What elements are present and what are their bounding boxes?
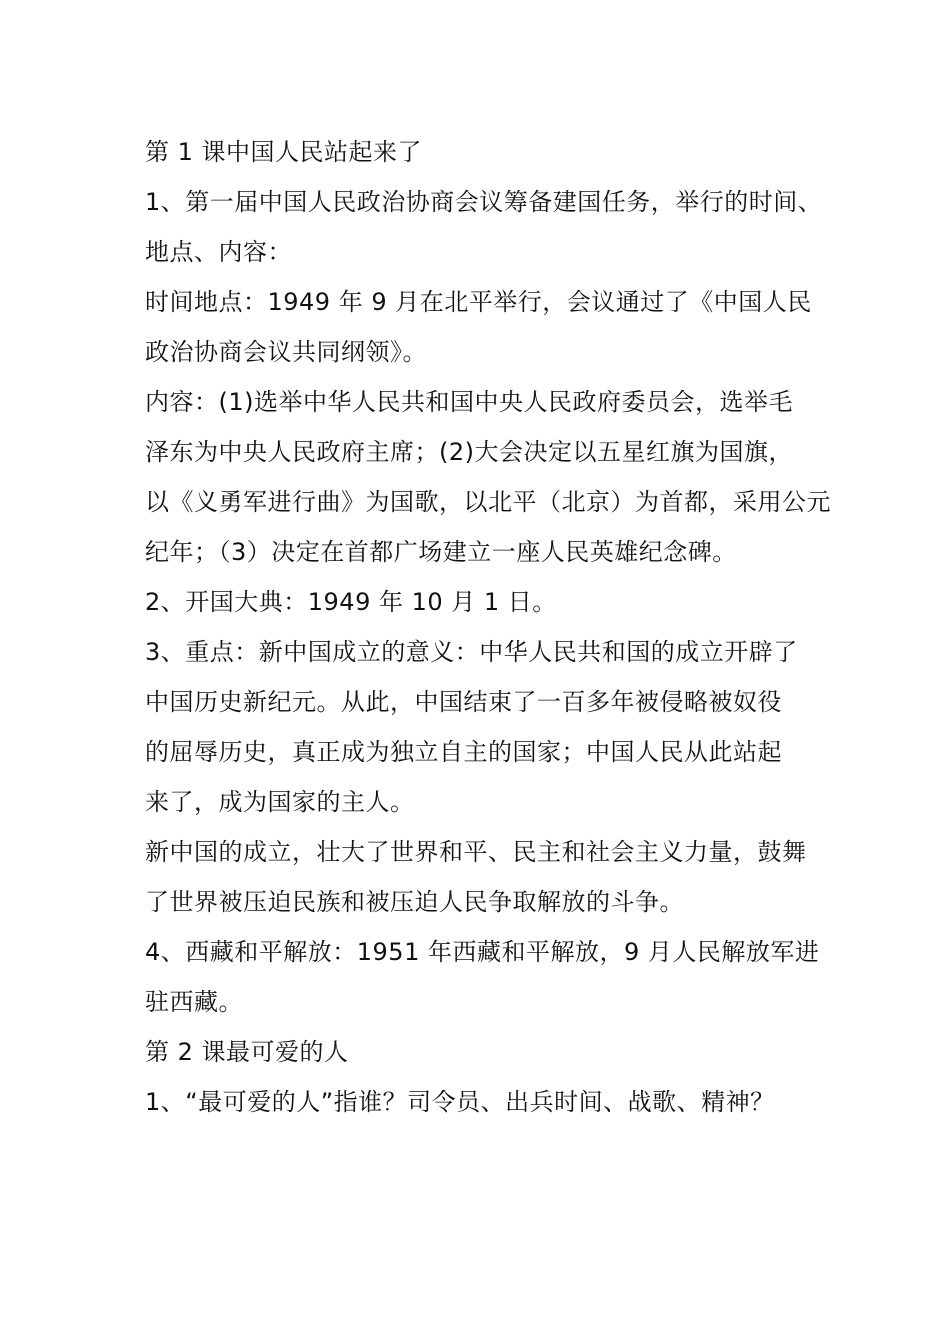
text-line: 中国历史新纪元。从此，中国结束了一百多年被侵略被奴役 xyxy=(145,688,782,716)
text-line: 纪年；（3）决定在首都广场建立一座人民英雄纪念碑。 xyxy=(145,538,737,566)
text-line: 内容：(1)选举中华人民共和国中央人民政府委员会，选举毛 xyxy=(145,388,793,416)
text-line: 来了，成为国家的主人。 xyxy=(145,788,415,816)
text-line: 时间地点：1949 年 9 月在北平举行，会议通过了《中国人民 xyxy=(145,288,812,316)
text-line: 政治协商会议共同纲领》。 xyxy=(145,338,427,366)
text-line: 泽东为中央人民政府主席；(2)大会决定以五星红旗为国旗， xyxy=(145,438,793,466)
text-line: 新中国的成立，壮大了世界和平、民主和社会主义力量，鼓舞 xyxy=(145,838,807,866)
document-body xyxy=(145,127,835,1127)
text-line: 驻西藏。 xyxy=(145,988,243,1016)
text-line: 4、西藏和平解放：1951 年西藏和平解放，9 月人民解放军进 xyxy=(145,938,820,966)
text-line: 的屈辱历史，真正成为独立自主的国家；中国人民从此站起 xyxy=(145,738,782,766)
text-line: 以《义勇军进行曲》为国歌，以北平（北京）为首都，采用公元 xyxy=(145,488,831,516)
text-line: 1、第一届中国人民政治协商会议筹备建国任务，举行的时间、 xyxy=(145,188,823,216)
text-line: 3、重点：新中国成立的意义：中华人民共和国的成立开辟了 xyxy=(145,638,798,666)
lesson-2-title: 第 2 课最可爱的人 xyxy=(145,1038,349,1066)
lesson-1-title: 第 1 课中国人民站起来了 xyxy=(145,138,423,166)
text-line: 地点、内容： xyxy=(145,238,292,266)
text-line: 2、开国大典：1949 年 10 月 1 日。 xyxy=(145,588,557,616)
text-line: 1、“最可爱的人”指谁？司令员、出兵时间、战歌、精神？ xyxy=(145,1088,775,1116)
text-line: 了世界被压迫民族和被压迫人民争取解放的斗争。 xyxy=(145,888,684,916)
